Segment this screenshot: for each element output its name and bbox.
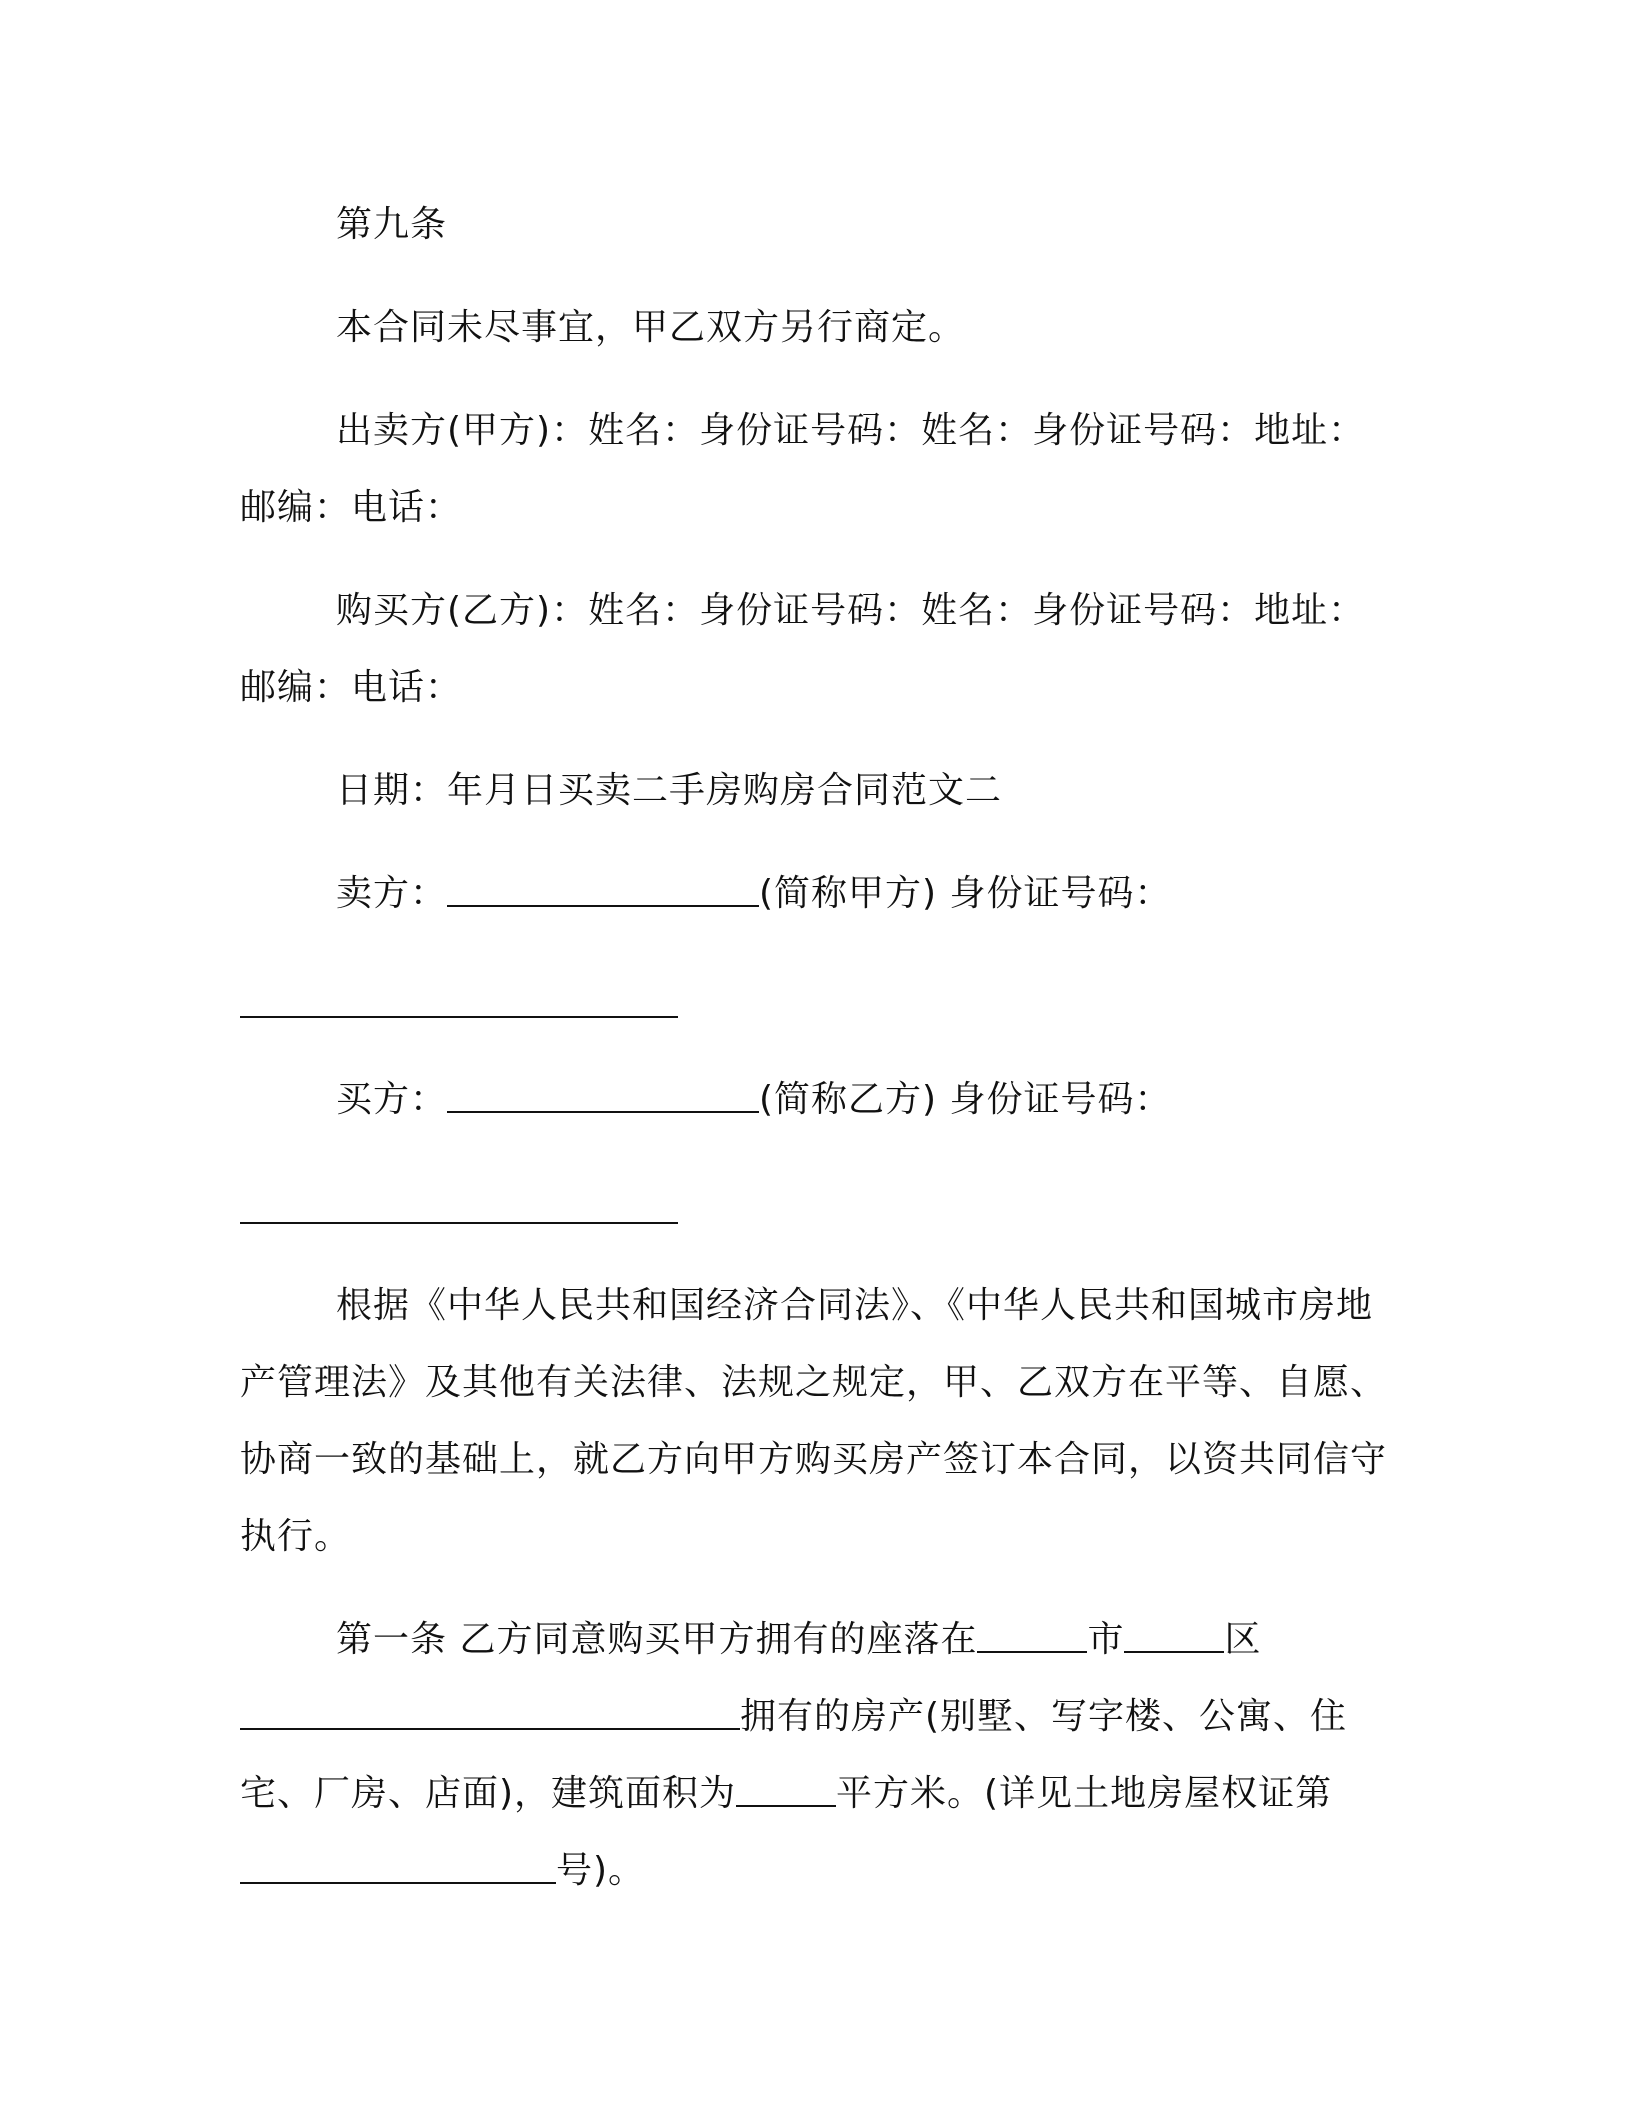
article-9-text: 本合同未尽事宜，甲乙双方另行商定。 — [336, 307, 966, 348]
city-blank — [977, 1621, 1087, 1653]
article-1-part2: 市 — [1087, 1619, 1125, 1660]
seller-label: 卖方： — [336, 873, 448, 914]
article-1-paragraph — [240, 1601, 1390, 1909]
preamble-paragraph: 根据《中华人民共和国经济合同法》、《中华人民共和国城市房地产管理法》及其他有关法律、法规之规定，甲、乙双方在平等、自愿、协商一致的基础上，就乙方向甲方购买房产签订本合同，以资共同信守执行。 — [240, 1285, 1388, 1557]
article-1-part6: 号)。 — [556, 1850, 646, 1891]
date-title-paragraph: 日期：年月日买卖二手房购房合同范文二 — [336, 770, 1003, 811]
district-blank — [1124, 1621, 1224, 1653]
article-1-part1: 第一条 乙方同意购买甲方拥有的座落在 — [336, 1619, 978, 1660]
article-1-part4: 拥有的房产(别墅、写字楼、公寓、住宅、厂房、店面)，建筑面积为 — [240, 1696, 1348, 1814]
article-1-part5: 平方米。(详见土地房屋权证第 — [836, 1773, 1333, 1814]
buyer-info-paragraph: 购买方(乙方)：姓名：身份证号码：姓名：身份证号码：地址：邮编：电话： — [240, 590, 1366, 708]
seller-line — [240, 855, 1390, 932]
address-blank — [240, 1698, 740, 1730]
buyer-line — [240, 1061, 1390, 1138]
seller-id-blank — [240, 1016, 678, 1018]
document-body — [240, 186, 1390, 1935]
buyer-label: 买方： — [336, 1079, 448, 1120]
article-9-heading: 第九条 — [336, 204, 448, 245]
article-1-part3: 区 — [1224, 1619, 1262, 1660]
buyer-id-blank-line — [240, 1164, 1390, 1241]
seller-id-blank-line — [240, 958, 1390, 1035]
area-blank — [736, 1775, 836, 1807]
seller-suffix: (简称甲方) 身份证号码： — [759, 873, 1172, 914]
buyer-suffix: (简称乙方) 身份证号码： — [759, 1079, 1172, 1120]
buyer-id-blank — [240, 1222, 678, 1224]
buyer-name-blank — [447, 1081, 759, 1113]
seller-info-paragraph: 出卖方(甲方)：姓名：身份证号码：姓名：身份证号码：地址：邮编：电话： — [240, 410, 1366, 528]
seller-name-blank — [447, 875, 759, 907]
certificate-number-blank — [240, 1852, 556, 1884]
